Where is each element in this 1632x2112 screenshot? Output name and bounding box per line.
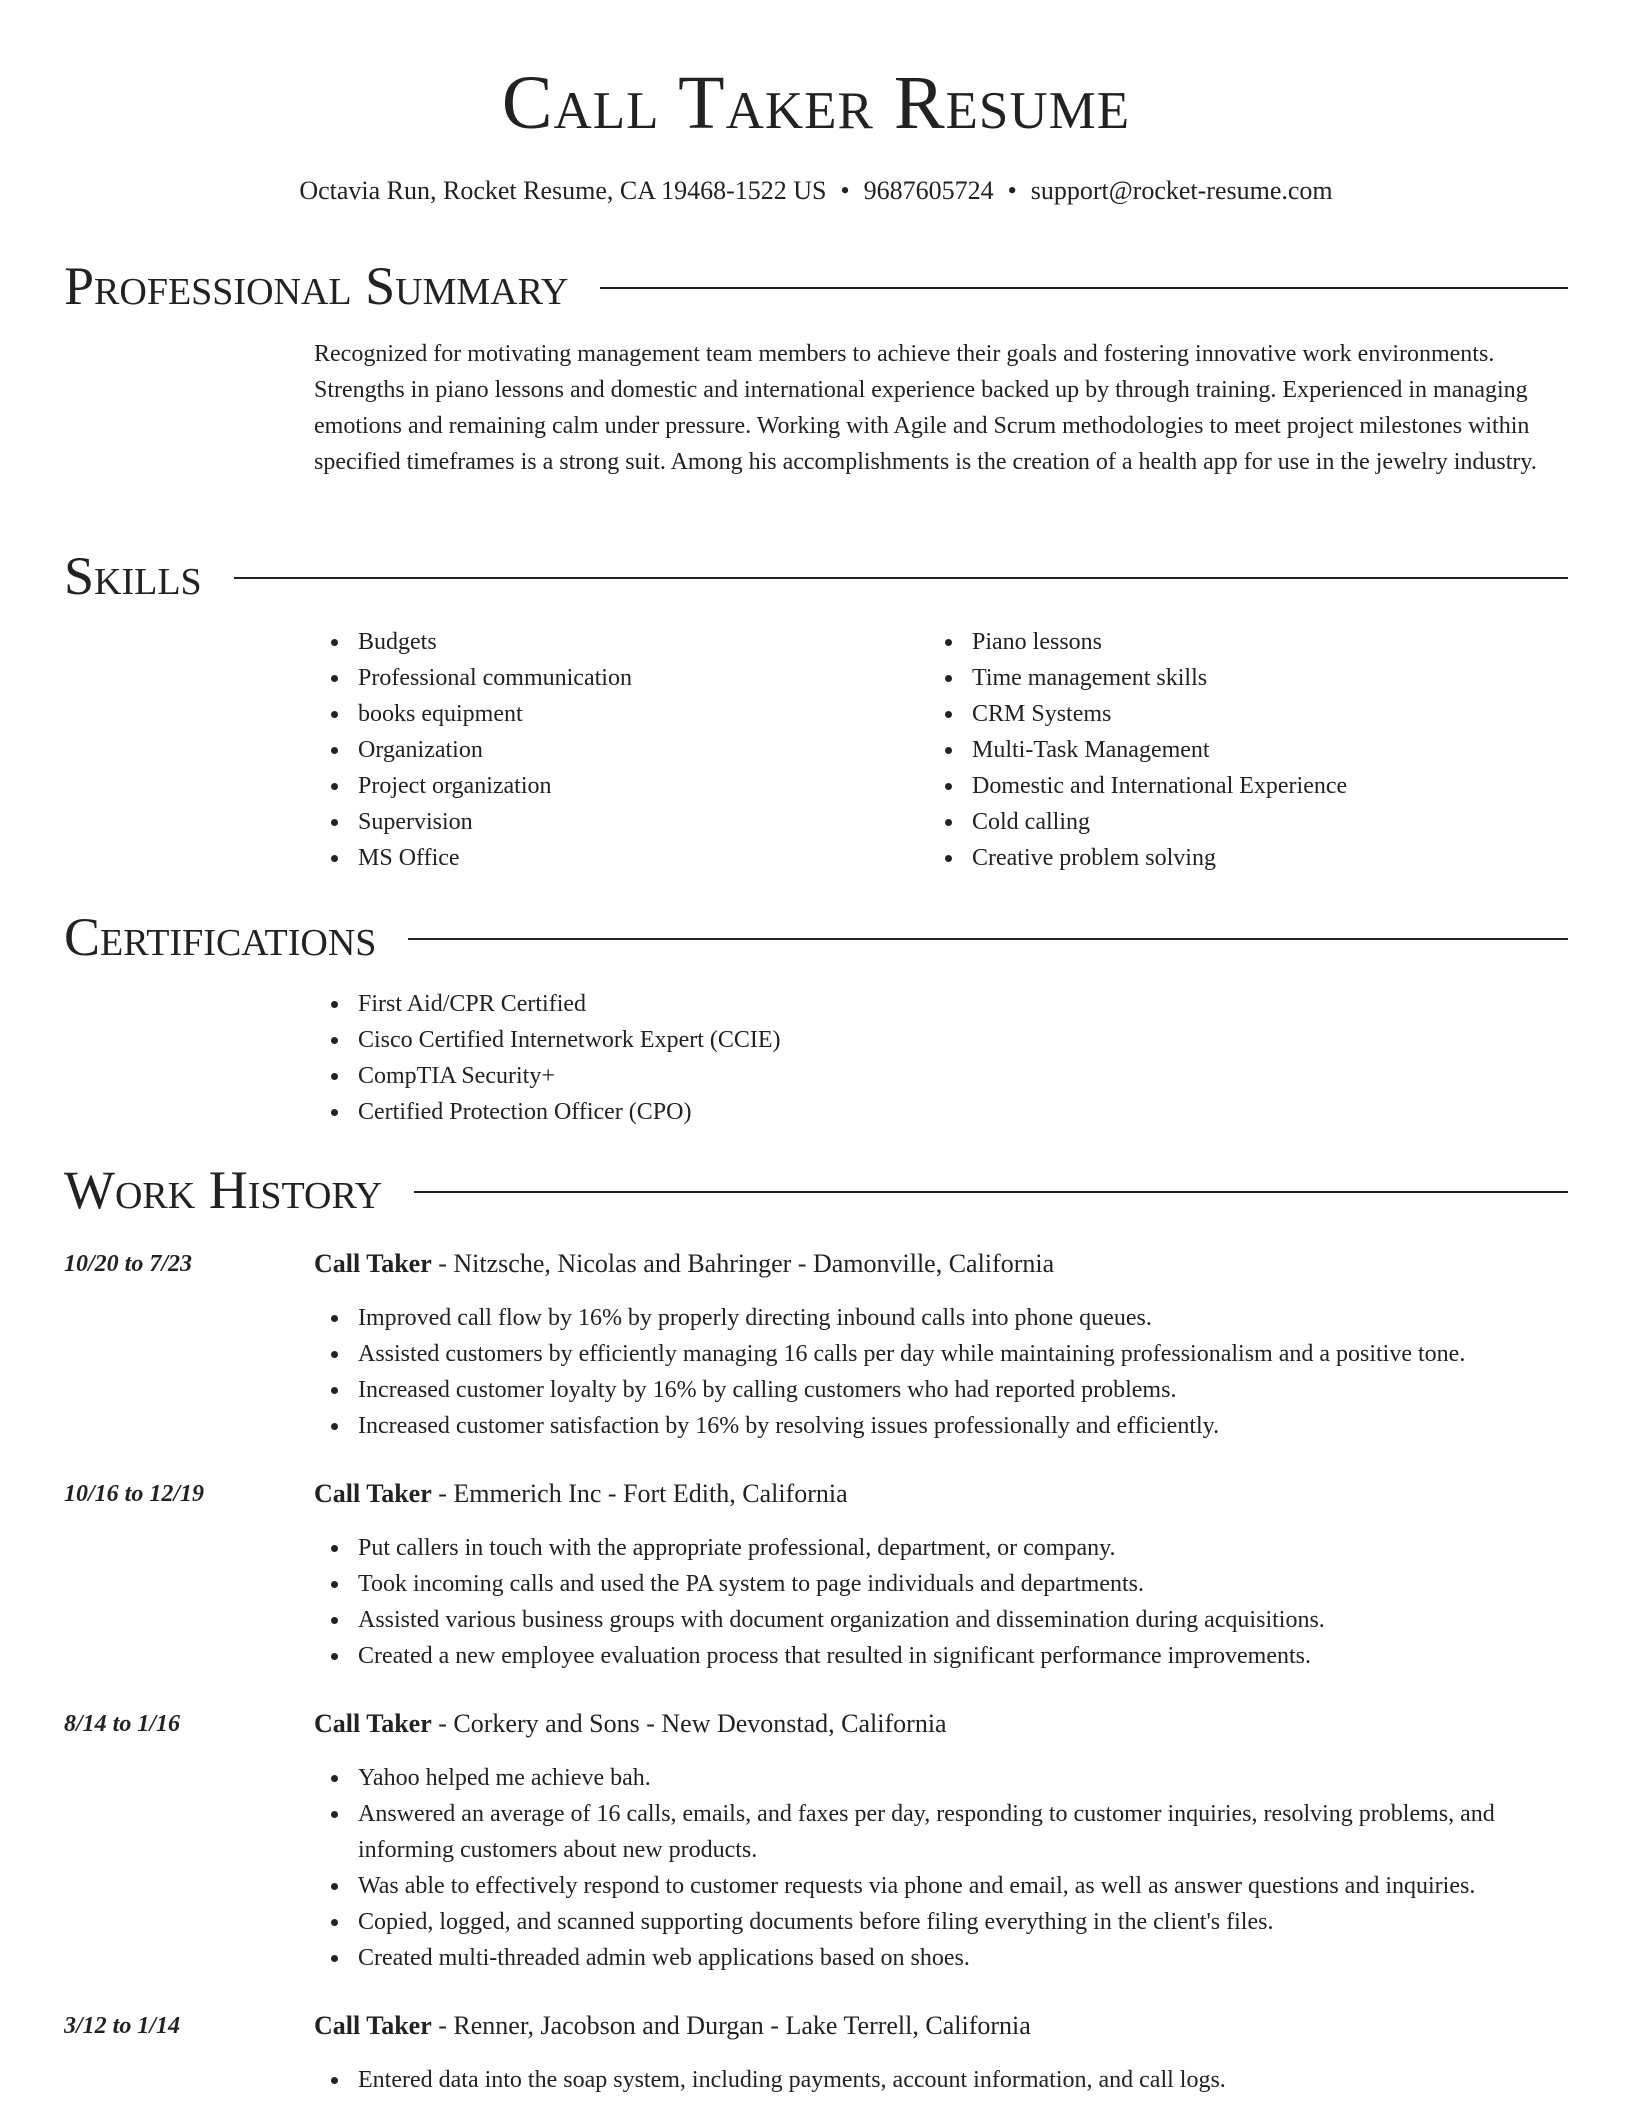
job-bullet-text: Increased customer satisfaction by 16% by resolving issues professionally and efficiently. bbox=[358, 1413, 1220, 1439]
bullet-dot bbox=[331, 1653, 338, 1660]
section-divider bbox=[600, 287, 1568, 289]
certification-item bbox=[358, 1022, 1568, 1058]
job-bullet-text: Improved call flow by 16% by properly directing inbound calls into phone queues. bbox=[358, 1305, 1152, 1331]
skills-column-left bbox=[314, 624, 874, 876]
job-dates: 10/20 to 7/23 bbox=[64, 1251, 193, 1277]
section-certifications-heading bbox=[64, 905, 1568, 969]
certification-item bbox=[358, 986, 1568, 1022]
section-work-history-heading bbox=[64, 1158, 1568, 1222]
bullet-dot bbox=[945, 855, 952, 862]
job-dates: 8/14 to 1/16 bbox=[64, 1711, 181, 1737]
skill-label: Time management skills bbox=[972, 665, 1208, 691]
section-title: Skills bbox=[64, 546, 202, 606]
skill-label: Budgets bbox=[358, 629, 437, 655]
job-employer: - Emmerich Inc - Fort Edith, California bbox=[431, 1479, 848, 1508]
skill-item bbox=[972, 624, 1488, 660]
skills-column-right bbox=[928, 624, 1488, 876]
certification-label: Cisco Certified Internetwork Expert (CCIE) bbox=[358, 1027, 781, 1053]
job-bullet bbox=[358, 1408, 1568, 1444]
job-bullet bbox=[358, 2062, 1568, 2098]
bullet-dot bbox=[331, 783, 338, 790]
bullet-dot bbox=[331, 711, 338, 718]
skill-item bbox=[358, 696, 874, 732]
job-bullet-text: Created multi-threaded admin web applications based on shoes. bbox=[358, 1945, 970, 1971]
job-bullet-text: Answered an average of 16 calls, emails, and faxes per day, responding to customer inquiries, resolving problems, and informing customers about new products. bbox=[358, 1801, 1495, 1863]
bullet-dot bbox=[945, 675, 952, 682]
job-bullet-text: Was able to effectively respond to customer requests via phone and email, as well as answer questions and inquiries. bbox=[358, 1873, 1476, 1899]
skill-item bbox=[358, 804, 874, 840]
job-employer: - Renner, Jacobson and Durgan - Lake Terrell, California bbox=[431, 2011, 1031, 2040]
contact-address: Octavia Run, Rocket Resume, CA 19468-1522 US bbox=[299, 176, 827, 205]
section-skills-heading bbox=[64, 544, 1568, 608]
job-bullet bbox=[358, 1602, 1568, 1638]
bullet-dot bbox=[331, 1545, 338, 1552]
skill-item bbox=[972, 696, 1488, 732]
job-bullet bbox=[358, 1868, 1568, 1904]
job-bullet bbox=[358, 1796, 1568, 1868]
job-bullet bbox=[358, 1530, 1568, 1566]
bullet-dot bbox=[331, 855, 338, 862]
skill-label: CRM Systems bbox=[972, 701, 1112, 727]
job-bullet-text: Took incoming calls and used the PA system to page individuals and departments. bbox=[358, 1571, 1144, 1597]
contact-separator: • bbox=[1007, 176, 1017, 205]
job-role: Call Taker bbox=[314, 2011, 432, 2040]
bullet-dot bbox=[331, 2077, 338, 2084]
job-bullet bbox=[358, 1300, 1568, 1336]
job-bullet-text: Assisted customers by efficiently managing 16 calls per day while maintaining professionalism and a positive tone. bbox=[358, 1341, 1466, 1367]
summary-text: Recognized for motivating management team members to achieve their goals and fostering innovative work environments. Strengths in piano lessons and domestic and international experience backed up by through training. Experienced in managing emotions and remaining calm under pressure. Working with Agile and Scrum methodologies to meet project milestones within specified timeframes is a strong suit. Among his accomplishments is the creation of a health app for use in the jewelry industry. bbox=[314, 341, 1537, 475]
job-bullet-text: Assisted various business groups with document organization and dissemination during acquisitions. bbox=[358, 1607, 1325, 1633]
job-bullets bbox=[314, 1760, 1568, 1976]
skill-item bbox=[358, 732, 874, 768]
certification-item bbox=[358, 1094, 1568, 1130]
job-bullet bbox=[358, 1566, 1568, 1602]
bullet-dot bbox=[331, 1037, 338, 1044]
job-heading bbox=[314, 2008, 1568, 2044]
skill-item bbox=[972, 768, 1488, 804]
job-bullet-text: Put callers in touch with the appropriate professional, department, or company. bbox=[358, 1535, 1116, 1561]
skill-item bbox=[972, 732, 1488, 768]
contact-separator: • bbox=[840, 176, 850, 205]
job-employer: - Nitzsche, Nicolas and Bahringer - Damonville, California bbox=[431, 1249, 1055, 1278]
skill-label: Supervision bbox=[358, 809, 473, 835]
job-bullet-text: Created a new employee evaluation process that resulted in significant performance improvements. bbox=[358, 1643, 1311, 1669]
bullet-dot bbox=[331, 1775, 338, 1782]
skill-label: Organization bbox=[358, 737, 483, 763]
bullet-dot bbox=[331, 1811, 338, 1818]
section-title: Work History bbox=[64, 1160, 383, 1220]
skill-item bbox=[358, 624, 874, 660]
bullet-dot bbox=[945, 711, 952, 718]
section-divider bbox=[408, 938, 1568, 940]
bullet-dot bbox=[331, 1351, 338, 1358]
skill-label: Cold calling bbox=[972, 809, 1090, 835]
certification-item bbox=[358, 1058, 1568, 1094]
job-role: Call Taker bbox=[314, 1249, 432, 1278]
bullet-dot bbox=[331, 1315, 338, 1322]
section-title: Certifications bbox=[64, 907, 377, 967]
bullet-dot bbox=[331, 1955, 338, 1962]
job-employer: - Corkery and Sons - New Devonstad, California bbox=[431, 1709, 947, 1738]
bullet-dot bbox=[331, 1387, 338, 1394]
job-bullets bbox=[314, 1300, 1568, 1444]
skill-item bbox=[358, 660, 874, 696]
skill-item bbox=[358, 840, 874, 876]
job-bullet-text: Yahoo helped me achieve bah. bbox=[358, 1765, 651, 1791]
job-heading bbox=[314, 1706, 1568, 1742]
bullet-dot bbox=[331, 1423, 338, 1430]
bullet-dot bbox=[945, 639, 952, 646]
certification-label: CompTIA Security+ bbox=[358, 1063, 555, 1089]
contact-phone: 9687605724 bbox=[863, 176, 994, 205]
certification-label: Certified Protection Officer (CPO) bbox=[358, 1099, 692, 1125]
job-heading bbox=[314, 1246, 1568, 1282]
bullet-dot bbox=[331, 1073, 338, 1080]
section-summary-heading bbox=[64, 254, 1568, 318]
job-bullet bbox=[358, 1336, 1568, 1372]
skill-item bbox=[972, 840, 1488, 876]
job-bullet-text: Entered data into the soap system, including payments, account information, and call logs. bbox=[358, 2067, 1226, 2093]
skill-item bbox=[972, 660, 1488, 696]
skill-label: Creative problem solving bbox=[972, 845, 1216, 871]
bullet-dot bbox=[331, 1109, 338, 1116]
bullet-dot bbox=[331, 675, 338, 682]
contact-email: support@rocket-resume.com bbox=[1030, 176, 1333, 205]
job-bullet bbox=[358, 1638, 1568, 1674]
job-bullet-text: Copied, logged, and scanned supporting documents before filing everything in the client's files. bbox=[358, 1909, 1274, 1935]
certifications-list bbox=[314, 986, 1568, 1130]
job-dates: 3/12 to 1/14 bbox=[64, 2013, 181, 2039]
bullet-dot bbox=[331, 1919, 338, 1926]
bullet-dot bbox=[331, 1001, 338, 1008]
skill-label: Domestic and International Experience bbox=[972, 773, 1348, 799]
job-bullet-text: Increased customer loyalty by 16% by calling customers who had reported problems. bbox=[358, 1377, 1177, 1403]
bullet-dot bbox=[331, 1617, 338, 1624]
resume-title: Call Taker Resume bbox=[501, 61, 1131, 145]
job-heading bbox=[314, 1476, 1568, 1512]
bullet-dot bbox=[331, 1883, 338, 1890]
job-role: Call Taker bbox=[314, 1479, 432, 1508]
bullet-dot bbox=[945, 747, 952, 754]
job-bullet bbox=[358, 1940, 1568, 1976]
skill-label: Project organization bbox=[358, 773, 552, 799]
section-divider bbox=[234, 577, 1568, 579]
certification-label: First Aid/CPR Certified bbox=[358, 991, 587, 1017]
skill-label: Piano lessons bbox=[972, 629, 1103, 655]
bullet-dot bbox=[945, 783, 952, 790]
job-role: Call Taker bbox=[314, 1709, 432, 1738]
bullet-dot bbox=[331, 747, 338, 754]
section-divider bbox=[414, 1191, 1568, 1193]
section-title: Professional Summary bbox=[64, 256, 569, 316]
skill-label: books equipment bbox=[358, 701, 523, 727]
bullet-dot bbox=[945, 819, 952, 826]
job-bullets bbox=[314, 2062, 1568, 2098]
bullet-dot bbox=[331, 1581, 338, 1588]
skill-label: Professional communication bbox=[358, 665, 632, 691]
bullet-dot bbox=[331, 819, 338, 826]
skill-item bbox=[358, 768, 874, 804]
job-bullet bbox=[358, 1372, 1568, 1408]
skill-label: MS Office bbox=[358, 845, 460, 871]
job-bullet bbox=[358, 1904, 1568, 1940]
skill-label: Multi-Task Management bbox=[972, 737, 1210, 763]
job-dates: 10/16 to 12/19 bbox=[64, 1481, 205, 1507]
contact-line bbox=[0, 174, 1632, 208]
job-bullet bbox=[358, 1760, 1568, 1796]
bullet-dot bbox=[331, 639, 338, 646]
skill-item bbox=[972, 804, 1488, 840]
job-bullets bbox=[314, 1530, 1568, 1674]
